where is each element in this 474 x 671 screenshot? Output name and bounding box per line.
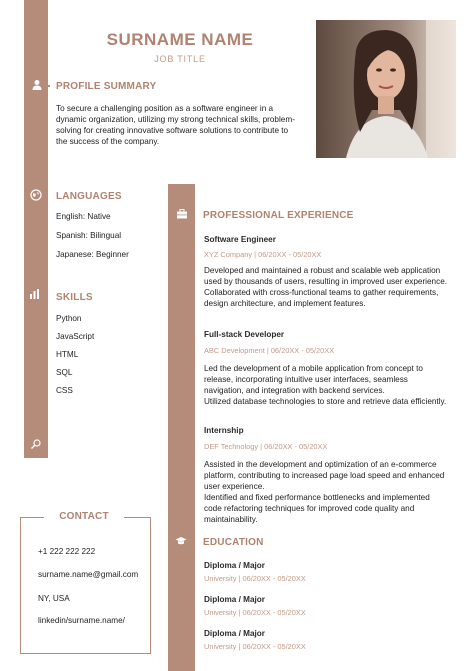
contact-top-left-border <box>20 517 44 518</box>
left-accent-bar <box>24 0 48 458</box>
job-description: Developed and maintained a robust and scalable web application used by thousands of users, resulting in improved user experience. Collaborated with cross-functional teams to gather requirements, design architecture, and implement features. <box>204 266 448 308</box>
graduation-cap-icon <box>175 535 187 547</box>
education-title: EDUCATION <box>203 537 264 548</box>
briefcase-icon <box>176 208 188 220</box>
contact-phone: +1 222 222 222 <box>38 547 96 556</box>
profile-summary-title: PROFILE SUMMARY <box>56 81 157 92</box>
contact-email: surname.name@gmail.com <box>38 570 139 579</box>
job-meta: XYZ Company | 06/20XX - 05/20XX <box>204 250 322 259</box>
pin-icon <box>30 438 42 450</box>
job-title: JOB TITLE <box>154 54 206 64</box>
experience-title: PROFESSIONAL EXPERIENCE <box>203 210 354 221</box>
bar-chart-icon <box>29 288 41 300</box>
job-role: Full-stack Developer <box>204 330 285 339</box>
language-item: Spanish: Bilingual <box>56 231 122 240</box>
profile-photo <box>316 20 456 158</box>
skill-item: SQL <box>56 368 73 377</box>
job-meta: ABC Development | 06/20XX - 05/20XX <box>204 346 335 355</box>
profile-summary-text: To secure a challenging position as a software engineer in a dynamic organization, utilizing my strong technical skills, problem-solving for creating innovative software solutions to contribute to the success of the company. <box>56 104 295 146</box>
contact-title: CONTACT <box>59 511 109 522</box>
job-role: Internship <box>204 426 244 435</box>
language-item: Japanese: Beginner <box>56 250 129 259</box>
language-item: English: Native <box>56 212 111 221</box>
job-meta: DEF Technology | 06/20XX - 05/20XX <box>204 442 328 451</box>
job-description: Led the development of a mobile application from concept to release, incorporating intuitive user interfaces, seamless navigation, and integration with backend services. Utilized database technologies to store and retrieve data efficiently. <box>204 364 447 406</box>
name-heading: SURNAME NAME <box>106 30 254 49</box>
degree: Diploma / Major <box>204 595 265 604</box>
right-accent-bar <box>168 184 195 671</box>
contact-linkedin: linkedin/surname.name/ <box>38 616 125 625</box>
job-role: Software Engineer <box>204 235 276 244</box>
languages-title: LANGUAGES <box>56 191 122 202</box>
degree: Diploma / Major <box>204 561 265 570</box>
skill-item: CSS <box>56 386 73 395</box>
degree-meta: University | 06/20XX - 05/20XX <box>204 574 306 583</box>
degree: Diploma / Major <box>204 629 265 638</box>
degree-meta: University | 06/20XX - 05/20XX <box>204 608 306 617</box>
skill-item: JavaScript <box>56 332 95 341</box>
globe-icon <box>30 189 42 201</box>
skills-title: SKILLS <box>56 292 93 303</box>
contact-top-right-border <box>124 517 150 518</box>
job-description: Assisted in the development and optimization of an e-commerce platform, contributing to increased page load speed and enhanced user experience. Identified and fixed performance bottlenecks and implemented code refactoring techniques for improved code quality and maintainability. <box>204 460 445 524</box>
skill-item: HTML <box>56 350 79 359</box>
contact-location: NY, USA <box>38 594 70 603</box>
portrait-image <box>316 20 456 158</box>
user-icon <box>31 79 43 91</box>
degree-meta: University | 06/20XX - 05/20XX <box>204 642 306 651</box>
skill-item: Python <box>56 314 82 323</box>
contact-box <box>20 517 151 654</box>
